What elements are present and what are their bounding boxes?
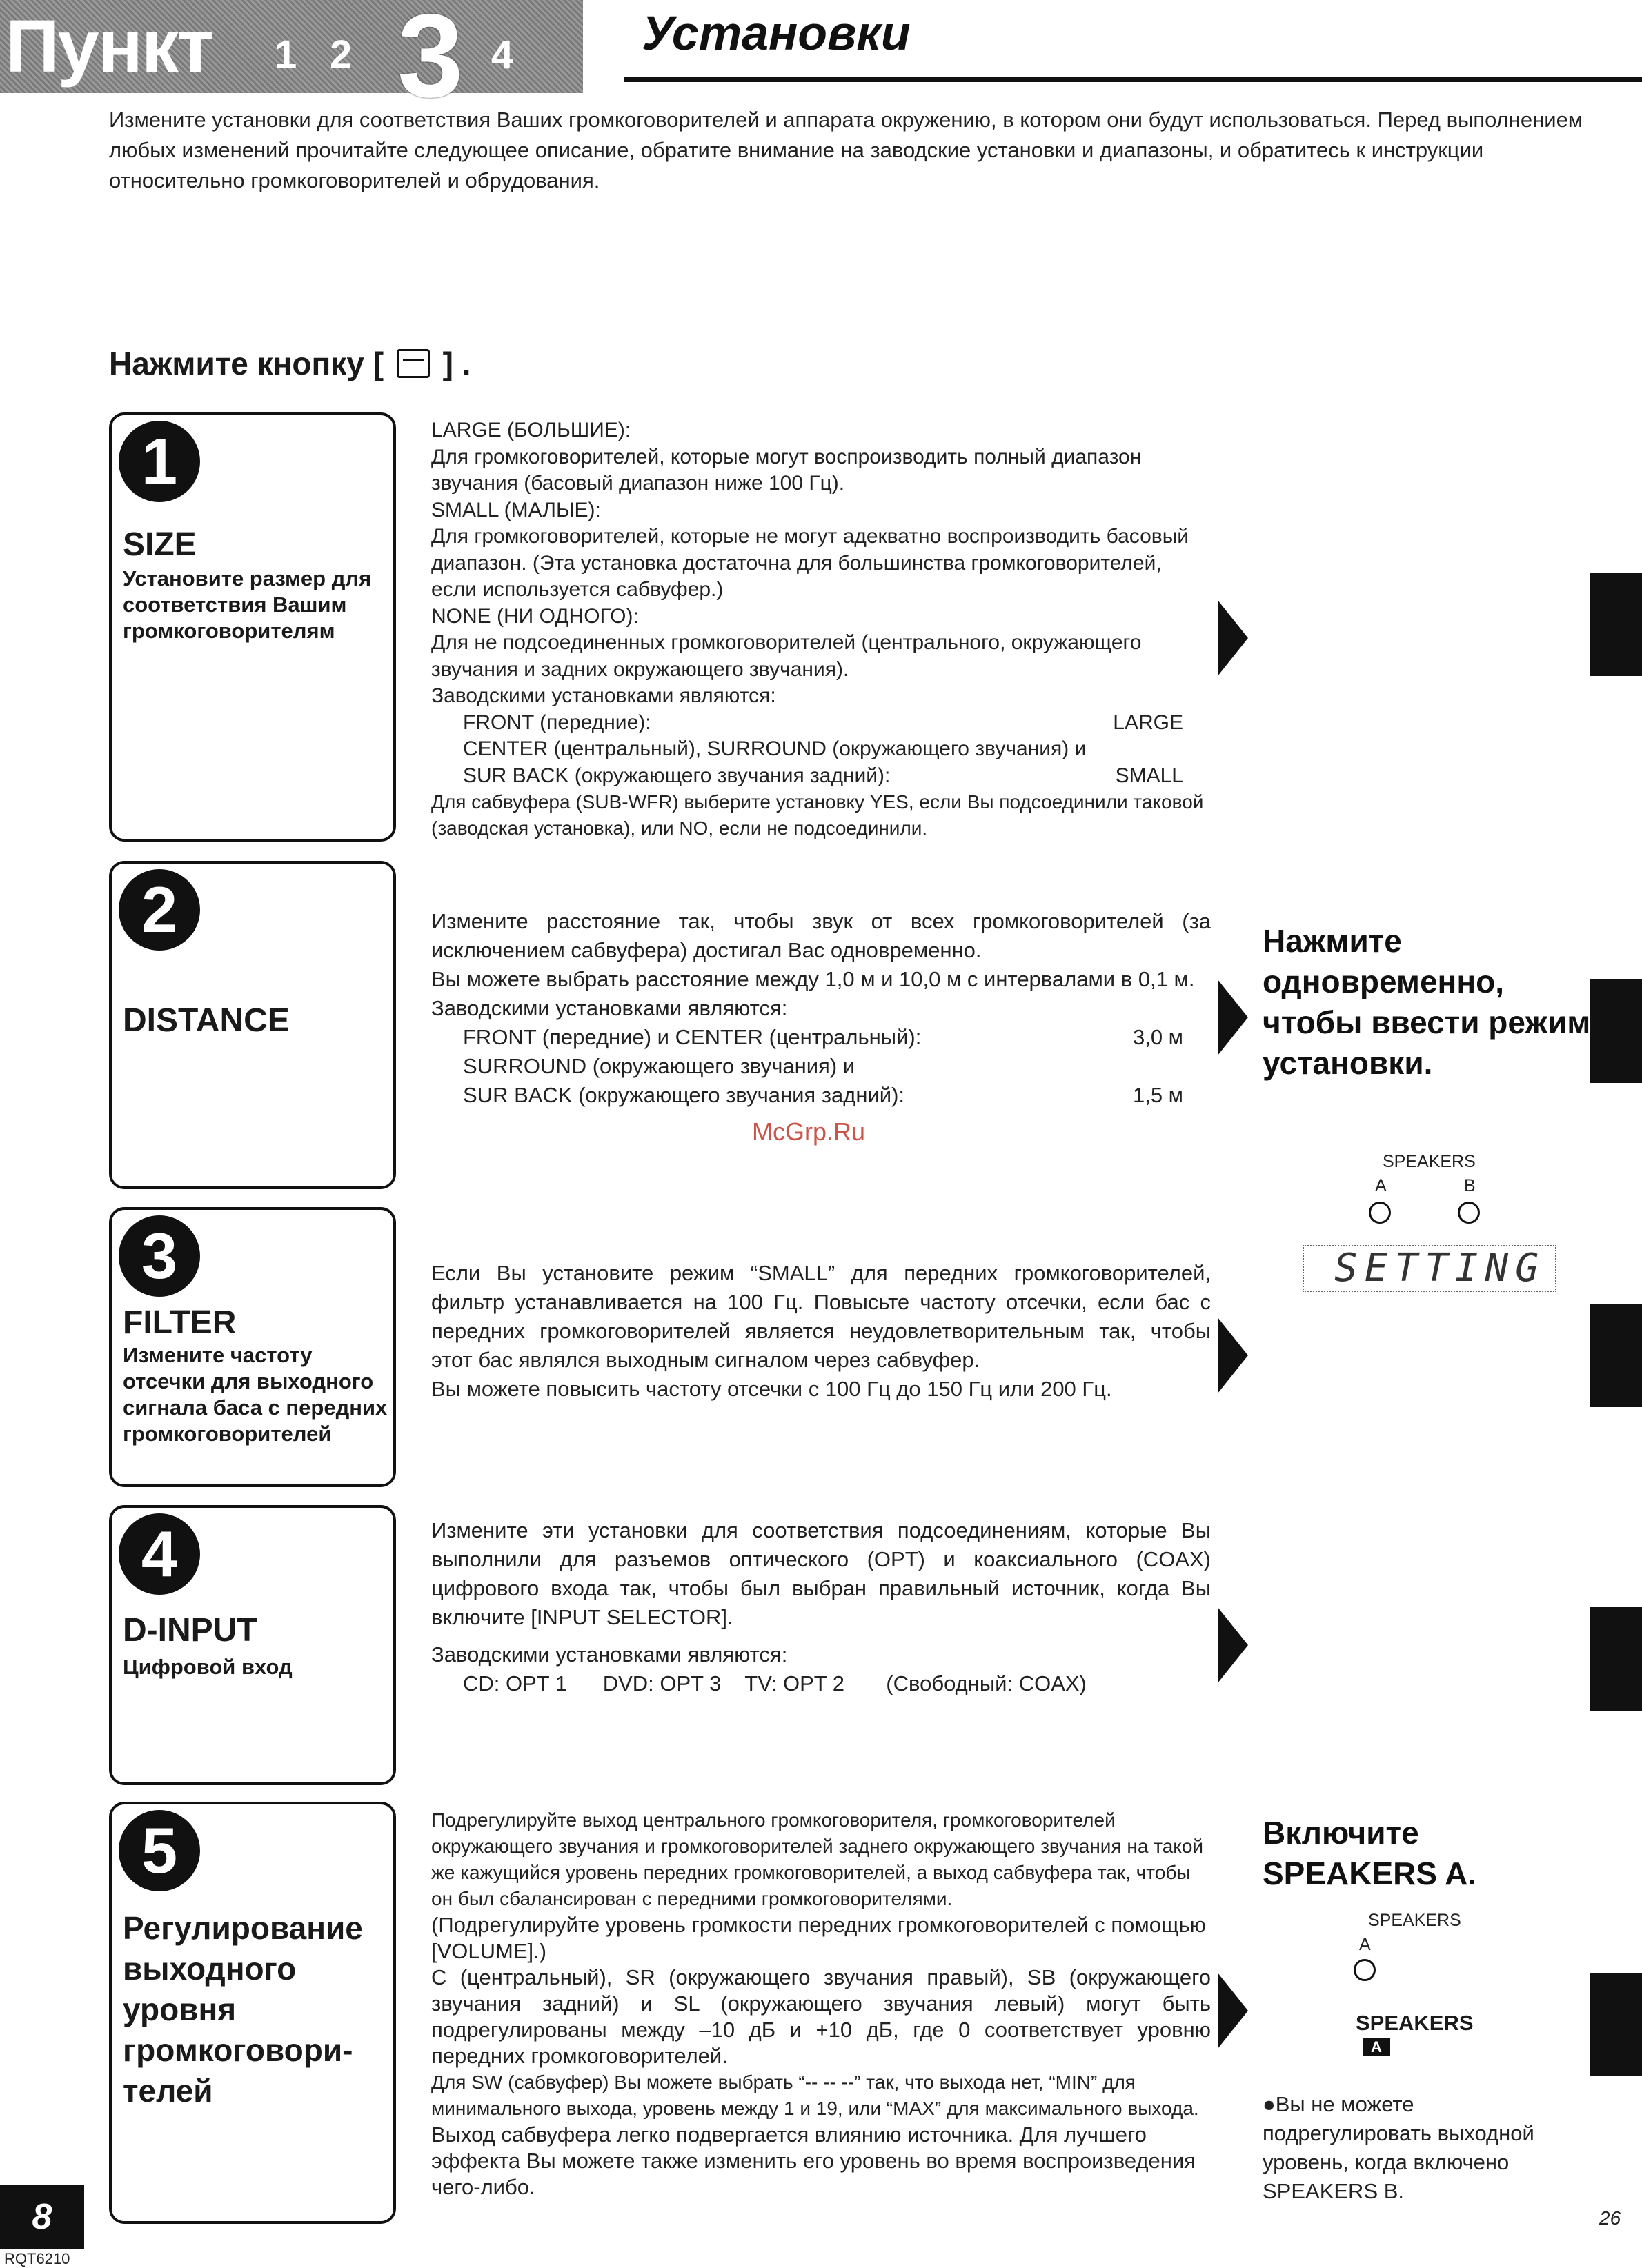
section-4-card (109, 1505, 396, 1785)
speakers-label: SPEAKERS (1383, 1152, 1476, 1171)
section-1-description: LARGE (БОЛЬШИЕ): Для громкоговорителей, которые могут воспроизводить полный диапазон звучания (басовый диапазон ниже 100 Гц). SMALL (МАЛЫЕ): Для громкоговорителей, которые не могут адекватно воспроизводить басовый диапазон. (Эта установка достаточна для большинства громкоговорителей, если используется сабвуфер.) NONE (НИ ОДНОГО): Для не подсоединенных громкоговорителей (центрального, окружающего звучания и задних окружающего звучания). Заводскими установками являются: FRONT (передние): LARGE CENTER (центральный), SURROUND (окружающего звучания) и SUR BACK (окружающего звучания задний): SMALL Для сабвуфера (SUB-WFR) выберите установку YES, если Вы подсоединили таковой (заводская установка), или NO, если не подсоединили. (431, 417, 1211, 842)
section-1-title: SIZE (123, 526, 197, 563)
edge-tab-3 (1590, 1304, 1642, 1407)
speaker-b-button[interactable] (1458, 1202, 1480, 1224)
edge-tab-2 (1590, 979, 1642, 1083)
step-number-4: 4 (491, 32, 514, 77)
speaker-a-button-2[interactable] (1354, 1959, 1376, 1981)
step-number-1: 1 (275, 32, 297, 77)
speaker-a-label-2: A (1359, 1935, 1371, 1954)
section-1-card (109, 412, 396, 842)
press-together-instruction: Нажмите одновременно, чтобы ввести режим установки. (1263, 923, 1591, 1081)
section-3-number: 3 (119, 1215, 200, 1297)
section-3-title: FILTER (123, 1304, 237, 1341)
watermark: McGrp.Ru (752, 1117, 866, 1146)
power-button-icon (397, 349, 430, 378)
model-code: RQT6210 (4, 2250, 70, 2267)
section-5-description: Подрегулируйте выход центрального громкоговорителя, громкоговорителей окружающего звучания и громкоговорителей заднего окружающего звучания на такой же кажущийся уровень передних громкоговорителей, а выход сабвуфера так, чтобы он был сбалансирован с передними громкоговорителями. (Подрегулируйте уровень громкости передних громкоговорителей с помощью [VOLUME].) C (центральный), SR (окружающего звучания правый), SB (окружающего звучания задний) и SL (окружающего звучания левый) могут быть подрегулированы между –10 дБ и +10 дБ, где 0 соответствует уровню передних громкоговорителей. Для SW (сабвуфер) Вы можете выбрать “-- -- --” так, что выхода нет, “MIN” для минимального выхода, уровень между 1 и 19, или “MAX” для максимального выхода. Выход сабвуфера легко подвергается влиянию источника. Для лучшего эффекта Вы можете также изменить его уровень во время воспроизведения чего-либо. (431, 1809, 1211, 2199)
default-row: SUR BACK (окружающего звучания задний): 1,5 м (463, 1083, 1183, 1107)
section-5-number: 5 (119, 1810, 200, 1891)
section-3-arrow-icon (1218, 1317, 1248, 1393)
section-4-description: Измените эти установки для соответствия подсоединениям, которые Вы выполнили для разъемов оптического (OPT) и коаксиального (COAX) цифрового входа так, чтобы был выбран правильный источник, когда Вы включите [INPUT SELECTOR]. Заводскими установками являются: CD: OPT 1 DVD: OPT 3 TV: OPT 2 (Свободный: COAX) (431, 1518, 1211, 1695)
section-4-subtitle: Цифровой вход (123, 1655, 293, 1679)
speaker-a-button[interactable] (1369, 1202, 1391, 1224)
section-3-subtitle: Измените частоту отсечки для выходного сигнала баса с передних громкоговорителей (123, 1343, 388, 1446)
section-3-card (109, 1207, 396, 1487)
page-title: Установки (642, 6, 911, 60)
switch-on-speakers-instruction: Включите SPEAKERS A. (1263, 1815, 1477, 1891)
press-button-prefix: Нажмите кнопку [ (109, 346, 384, 381)
section-1-number: 1 (119, 421, 200, 502)
section-4-arrow-icon (1218, 1607, 1248, 1683)
default-row: FRONT (передние) и CENTER (центральный): 3,0 м (463, 1025, 1183, 1049)
default-row: CENTER (центральный), SURROUND (окружающего звучания) и SUR BACK (окружающего звучания задний): SMALL (463, 737, 1183, 787)
speakers-label-2: SPEAKERS (1368, 1911, 1461, 1930)
right-page-number: 26 (1599, 2207, 1621, 2229)
section-1-subtitle: Установите размер для соответствия Вашим громкоговорителям (123, 566, 372, 643)
edge-tab-5 (1590, 1973, 1642, 2076)
section-3-description: Если Вы установите режим “SMALL” для передних громкоговорителей, фильтр устанавливается на 100 Гц. Повысьте частоту отсечки, если бас с передних громкоговорителей является неудовлетворительным так, чтобы этот бас являлся выходным сигналом через сабвуфер. Вы можете повысить частоту отсечки с 100 Гц до 150 Гц или 200 Гц. (431, 1261, 1211, 1401)
section-5-arrow-icon (1218, 1973, 1248, 2049)
step-word: Пункт (6, 4, 212, 88)
section-5-card (109, 1802, 396, 2224)
step-number-2: 2 (330, 32, 353, 77)
section-5-title: Регулирование выходного уровня громкоговори-телей (123, 1910, 363, 2109)
section-2-title: DISTANCE (123, 1002, 290, 1039)
header-step-banner (0, 0, 583, 122)
default-row: FRONT (передние): LARGE (463, 710, 1183, 734)
display-panel: SETTING (1303, 1245, 1556, 1292)
section-2-description: Измените расстояние так, чтобы звук от всех громкоговорителей (за исключением сабвуфера) достигал Вас одновременно. Вы можете выбрать расстояние между 1,0 м и 10,0 м с интервалами в 0,1 м. Заводскими установками являются: FRONT (передние) и CENTER (центральный): 3,0 м SURROUND (окружающего звучания) и SUR BACK (окружающего звучания задний): 1,5 м (431, 907, 1211, 1110)
section-4-number: 4 (119, 1513, 200, 1595)
section-1-arrow-icon (1218, 600, 1248, 676)
edge-tab-4 (1590, 1607, 1642, 1711)
page-number: 8 (0, 2185, 84, 2249)
speakers-indicator-label: SPEAKERS (1356, 2011, 1474, 2035)
speaker-a-label: A (1375, 1176, 1387, 1195)
intro-paragraph: Измените установки для соответствия Ваших громкоговорителей и аппарата окружению, в котором они будут использоваться. Перед выполнением любых изменений прочитайте следующее описание, обратите внимание на заводские установки и диапазоны, и обратитесь к инструкции относительно громкоговорителей и обрудования. (109, 108, 1583, 192)
section-2-card (109, 861, 396, 1189)
speakers-b-note: ●Вы не можете подрегулировать выходной уровень, когда включено SPEAKERS B. (1263, 2092, 1534, 2203)
section-4-title: D-INPUT (123, 1612, 257, 1649)
press-button-instruction (109, 345, 471, 382)
section-2-arrow-icon (1218, 979, 1248, 1055)
speaker-b-label: B (1464, 1176, 1476, 1195)
edge-tab-1 (1590, 573, 1642, 676)
header-rule (624, 77, 1642, 82)
default-row: SURROUND (окружающего звучания) и (463, 1054, 855, 1078)
press-button-suffix: ] . (442, 346, 471, 381)
section-2-number: 2 (119, 869, 200, 951)
step-number-3-current: 3 (397, 0, 464, 122)
speakers-a-indicator: A (1363, 2038, 1390, 2056)
